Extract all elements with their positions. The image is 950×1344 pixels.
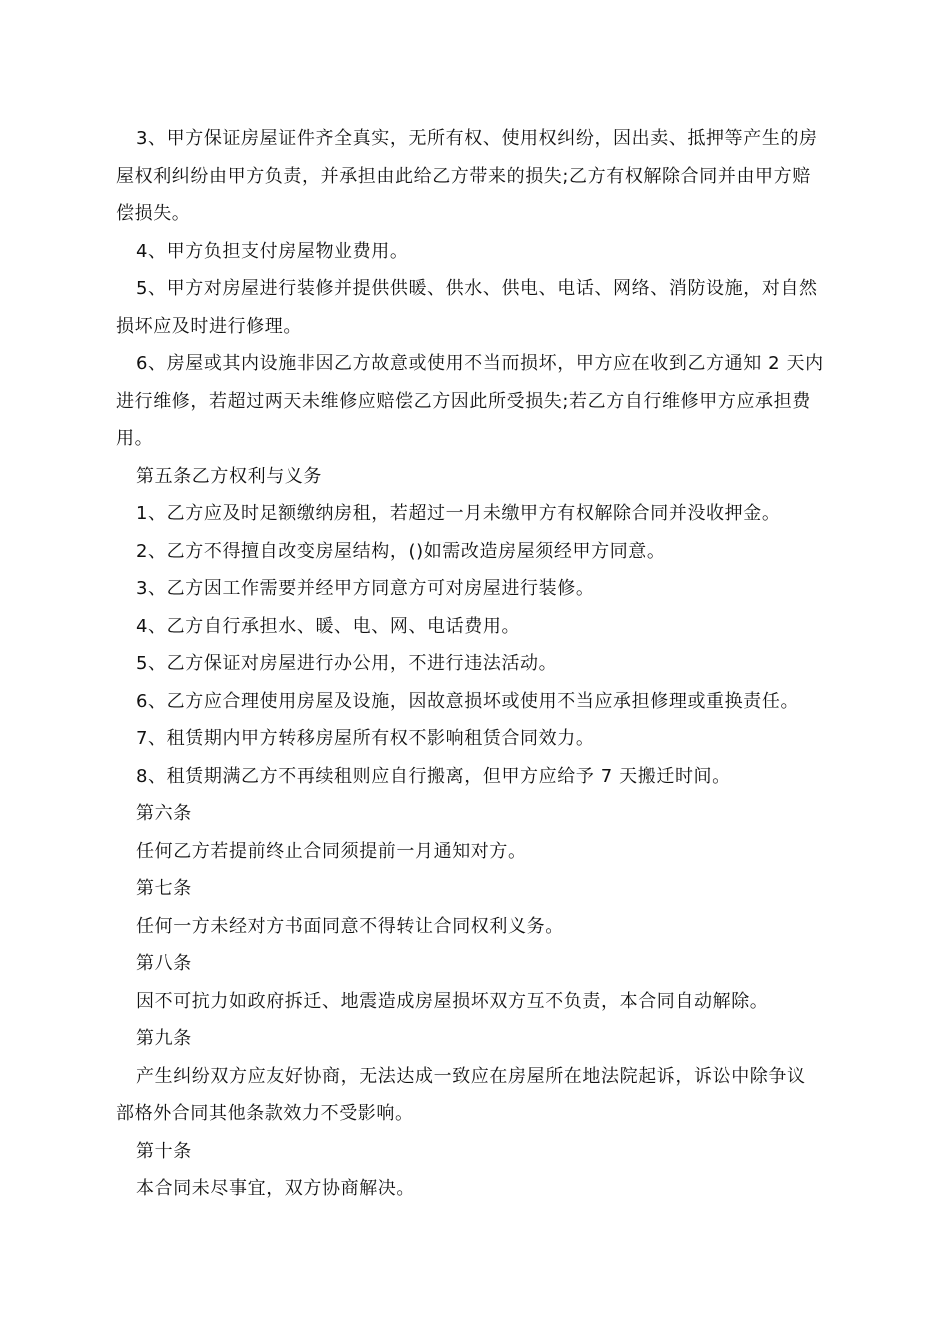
text-line: 进行维修，若超过两天未维修应赔偿乙方因此所受损失;若乙方自行维修甲方应承担费 [116, 390, 811, 412]
contract-paragraph [116, 1058, 836, 1133]
text-line: 因不可抗力如政府拆迁、地震造成房屋损坏双方互不负责，本合同自动解除。 [136, 990, 769, 1012]
text-line: 第七条 [136, 878, 192, 899]
text-line: 6、乙方应合理使用房屋及设施，因故意损坏或使用不当应承担修理或重换责任。 [136, 690, 800, 712]
text-line: 第六条 [136, 803, 192, 824]
text-line: 损坏应及时进行修理。 [116, 315, 302, 337]
contract-paragraph [116, 345, 836, 458]
text-line: 6、房屋或其内设施非因乙方故意或使用不当而损坏，甲方应在收到乙方通知 2 天内 [136, 353, 824, 374]
contract-paragraph [116, 1020, 836, 1058]
contract-paragraph [116, 533, 836, 571]
text-line: 3、乙方因工作需要并经甲方同意方可对房屋进行装修。 [136, 578, 595, 599]
text-line: 3、甲方保证房屋证件齐全真实，无所有权、使用权纠纷，因出卖、抵押等产生的房 [136, 128, 818, 149]
text-line: 1、乙方应及时足额缴纳房租，若超过一月未缴甲方有权解除合同并没收押金。 [136, 503, 781, 524]
contract-paragraph [116, 458, 836, 496]
contract-paragraph [116, 608, 836, 646]
text-line: 4、乙方自行承担水、暖、电、网、电话费用。 [136, 615, 521, 637]
contract-paragraph [116, 983, 836, 1021]
text-line: 屋权利纠纷由甲方负责，并承担由此给乙方带来的损失;乙方有权解除合同并由甲方赔 [116, 165, 811, 187]
contract-paragraph [116, 683, 836, 721]
contract-paragraph [116, 795, 836, 833]
contract-paragraph [116, 270, 836, 345]
text-line: 偿损失。 [116, 203, 191, 224]
contract-paragraph [116, 870, 836, 908]
text-line: 任何一方未经对方书面同意不得转让合同权利义务。 [136, 915, 564, 937]
contract-paragraph [116, 833, 836, 871]
text-line: 8、租赁期满乙方不再续租则应自行搬离，但甲方应给予 7 天搬迁时间。 [136, 765, 731, 787]
text-line: 第十条 [136, 1140, 192, 1162]
text-line: 4、甲方负担支付房屋物业费用。 [136, 240, 409, 262]
contract-paragraph [116, 945, 836, 983]
text-line: 2、乙方不得擅自改变房屋结构，()如需改造房屋须经甲方同意。 [136, 540, 666, 562]
text-line: 用。 [116, 428, 154, 449]
text-line: 产生纠纷双方应友好协商，无法达成一致应在房屋所在地法院起诉，诉讼中除争议 [136, 1065, 806, 1087]
text-line: 第五条乙方权利与义务 [136, 465, 322, 487]
contract-paragraph [116, 720, 836, 758]
text-line: 部格外合同其他条款效力不受影响。 [116, 1103, 414, 1124]
text-line: 7、租赁期内甲方转移房屋所有权不影响租赁合同效力。 [136, 728, 595, 749]
contract-paragraph [116, 120, 836, 233]
contract-paragraph [116, 233, 836, 271]
contract-paragraph [116, 1133, 836, 1171]
text-line: 5、甲方对房屋进行装修并提供供暖、供水、供电、电话、网络、消防设施，对自然 [136, 278, 818, 299]
text-line: 本合同未尽事宜，双方协商解决。 [136, 1178, 415, 1199]
contract-paragraph [116, 570, 836, 608]
contract-paragraph [116, 645, 836, 683]
contract-paragraph [116, 495, 836, 533]
contract-paragraph [116, 758, 836, 796]
document-body [116, 120, 836, 1208]
contract-paragraph [116, 1170, 836, 1208]
text-line: 第九条 [136, 1028, 192, 1049]
text-line: 任何乙方若提前终止合同须提前一月通知对方。 [136, 840, 527, 862]
text-line: 5、乙方保证对房屋进行办公用，不进行违法活动。 [136, 653, 558, 674]
text-line: 第八条 [136, 953, 192, 974]
contract-paragraph [116, 908, 836, 946]
